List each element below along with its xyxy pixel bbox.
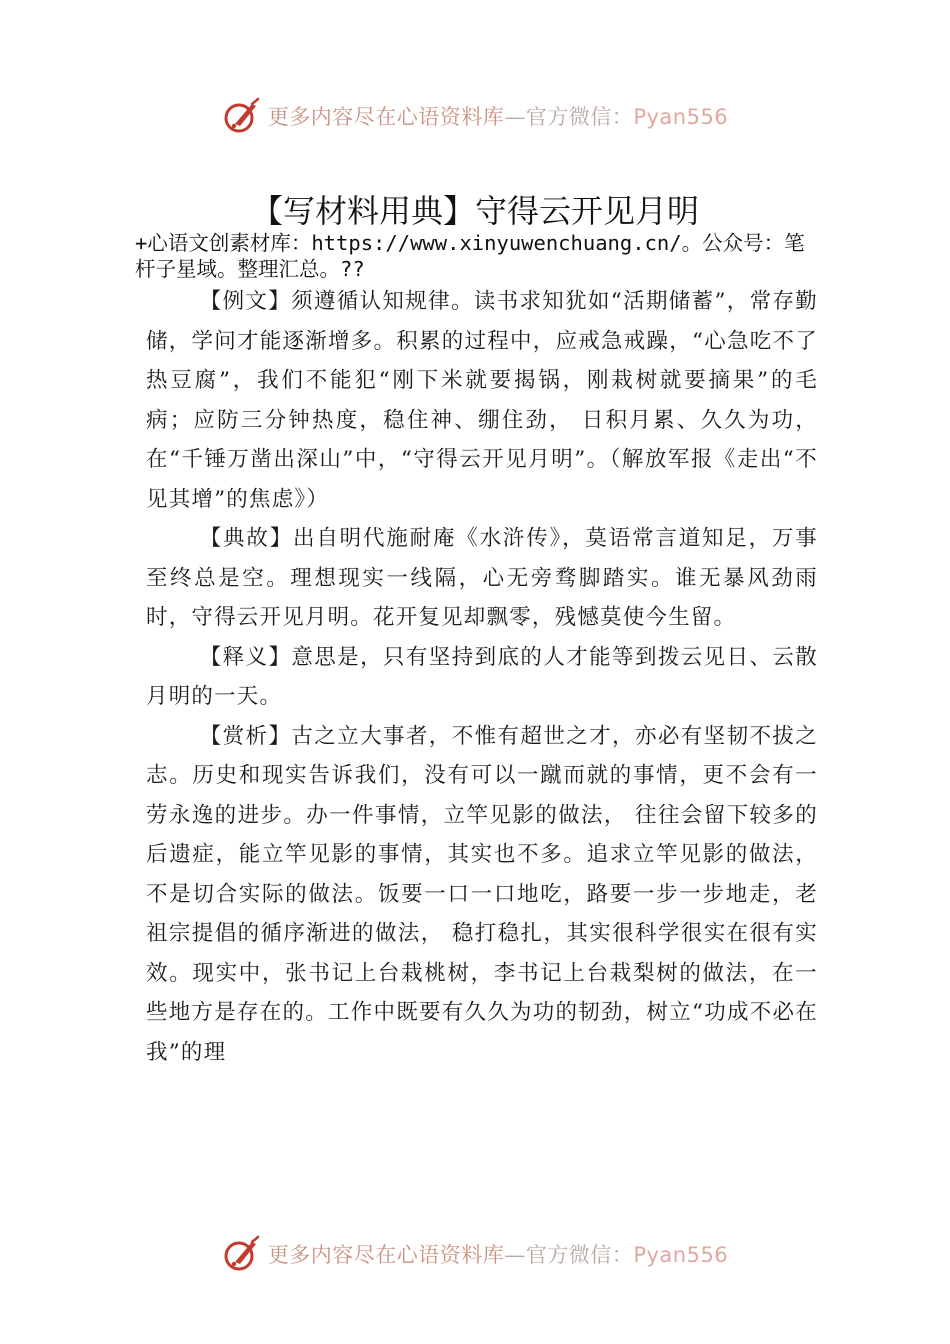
watermark-text xyxy=(268,1239,728,1269)
watermark-separator: — xyxy=(504,105,526,129)
document-title: 【写材料用典】守得云开见月明 xyxy=(250,192,699,230)
paragraph-appreciation: 【赏析】古之立大事者，不惟有超世之才，亦必有坚韧不拔之志。历史和现实告诉我们，没有可以一蹴而就的事情，更不会有一劳永逸的进步。办一件事情，立竿见影的做法， 往往会留下较多的后遗症，能立竿见影的事情，其实也不多。追求立竿见影的做法，不是切合实际的做法。饭要一口一口地吃，路要一步一步地走，老祖宗提倡的循序渐进的做法， 稳打稳扎，其实很科学很实在很有实效。现实中，张书记上台栽桃树，李书记上台栽梨树的做法，在一些地方是存在的。工作中既要有久久为功的韧劲，树立“功成不必在我”的理 xyxy=(146,723,818,1065)
paragraph-allusion: 【典故】出自明代施耐庵《水浒传》，莫语常言道知足，万事至终总是空。理想现实一线隔，心无旁骛脚踏实。谁无暴风劲雨时，守得云开见月明。花开复见却飘零，残憾莫使今生留。 xyxy=(146,526,818,630)
document-body xyxy=(146,282,818,1072)
quill-pen-seal-icon xyxy=(222,1234,262,1274)
watermark-main-text: 更多内容尽在心语资料库 xyxy=(267,1243,505,1267)
footer-watermark xyxy=(0,1232,950,1276)
watermark-label: 官方微信： xyxy=(525,105,634,129)
paragraph-meaning: 【释义】意思是，只有坚持到底的人才能等到拨云见日、云散月明的一天。 xyxy=(146,644,818,709)
quill-pen-seal-icon xyxy=(222,96,262,136)
watermark-wechat-id: Pyan556 xyxy=(633,105,729,129)
watermark-separator: — xyxy=(504,1243,526,1267)
source-note: +心语文创素材库：https://www.xinyuwenchuang.cn/。公众号：笔杆子星域。整理汇总。?? xyxy=(135,231,805,281)
watermark-text xyxy=(268,101,728,131)
watermark-main-text: 更多内容尽在心语资料库 xyxy=(267,105,505,129)
paragraph-example: 【例文】须遵循认知规律。读书求知犹如“活期储蓄”，常存勤储，学问才能逐渐增多。积累的过程中，应戒急戒躁，“心急吃不了热豆腐”，我们不能犯“刚下米就要揭锅，刚栽树就要摘果”的毛病；应防三分钟热度，稳住神、绷住劲， 日积月累、久久为功，在“千锤万凿出深山”中，“守得云开见月明”。（解放军报《走出“不见其增”的焦虑》） xyxy=(146,289,818,512)
watermark-wechat-id: Pyan556 xyxy=(633,1243,729,1267)
header-watermark xyxy=(0,94,950,138)
watermark-label: 官方微信： xyxy=(525,1243,634,1267)
